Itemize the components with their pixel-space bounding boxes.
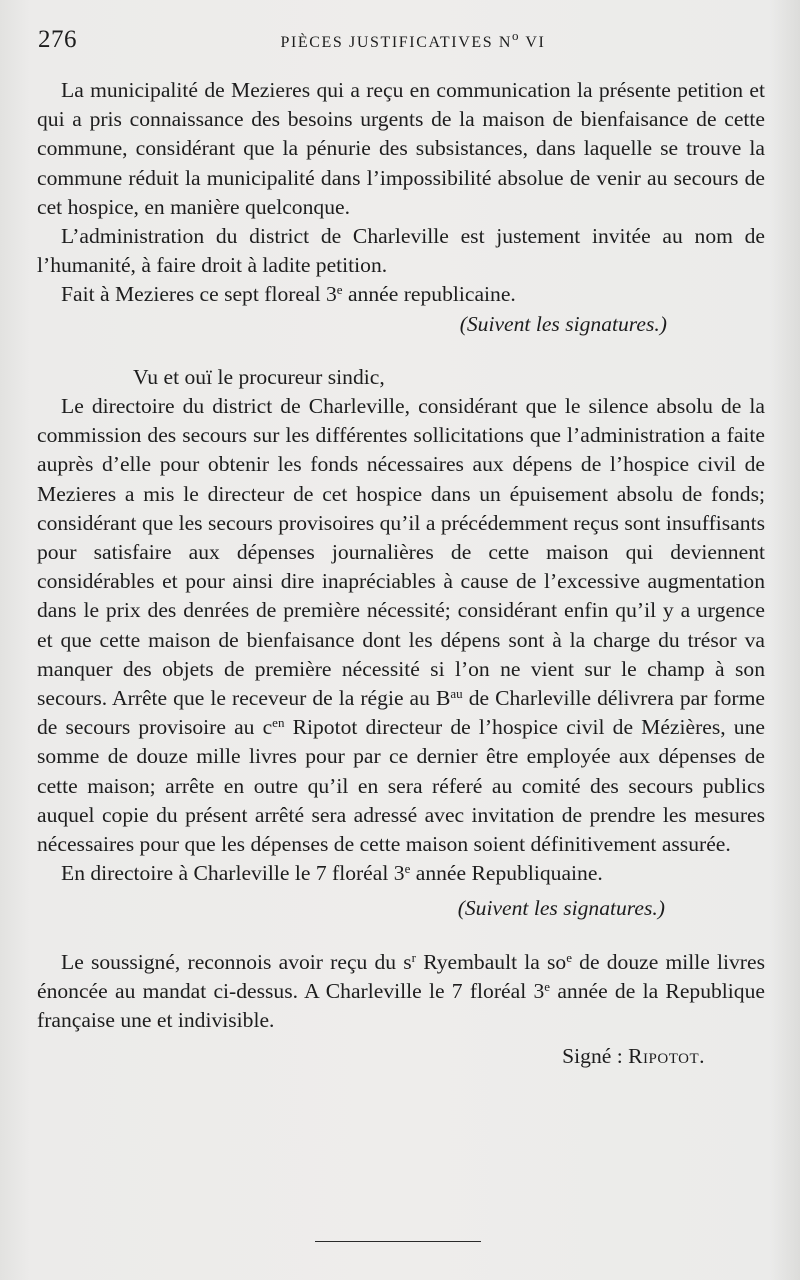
paragraph-receipt: Le soussigné, reconnois avoir reçu du $s^r$ Ryembault la $so^e$ de douze mille livres énoncée au mandat ci-dessus. A Charleville le 7 floréal 3e année de la Republique française une et indivisible. — [37, 949, 765, 1033]
paragraph-dated-mezieres: Fait à Mezieres ce sept floreal 3e année republicaine. — [61, 282, 516, 307]
paragraph-municipality: La municipalité de Mezieres qui a reçu en communication la présente petition et qui a pris connaissance des besoins urgents de la maison de bienfaisance de cette commune, considérant que la pénurie des subsistances, dans laquelle se trouve la commune réduit la municipalité dans l’impossibilité absolue de venir au secours de cet hospice, en manière quelconque. — [37, 78, 765, 219]
paragraph-administration: L’administration du district de Charleville est justement invitée au nom de l’humanité, à faire droit à ladite petition. — [37, 224, 765, 278]
signer-name: Ripotot. — [628, 1044, 705, 1069]
signatures-note-1: (Suivent les signatures.) — [459, 311, 667, 336]
body-text — [37, 76, 765, 1072]
page-number: 276 — [38, 26, 77, 53]
end-rule — [315, 1241, 481, 1242]
paragraph-dated-charleville: En directoire à Charleville le 7 floréal 3e année Republiquaine. — [61, 861, 603, 886]
signatures-note-2: (Suivent les signatures.) — [457, 896, 665, 921]
paragraph-procureur: Vu et ouï le procureur sindic, — [133, 364, 385, 389]
paragraph-directoire: Le directoire du district de Charleville, considérant que le silence absolu de la commission des secours sur les différentes sollicitations que l’administration a faite auprès d’elle pour obtenir les fonds nécessaires aux dépens de l’hospice civil de Mezieres a mis le directeur de cet hospice dans un épuisement absolu de fonds; considérant que les secours provisoires qu’il a précédemment reçus sont insuffisants pour satisfaire aux dépenses journalières de cette maison qui deviennent considérables et pour ainsi dire inapréciables à cause de l’excessive augmentation dans le prix des denrées de première nécessité; considérant enfin qu’il y a urgence et que cette maison de bienfaisance dont les dépens sont à la charge du trésor va manquer des objets de première nécessité si l’on ne vient sur le champ à son secours. Arrête que le receveur de la régie au $B^{au}$ de Charleville délivrera par forme de secours provisoire au $c^{en}$ Ripotot directeur de l’hospice civil de Mézières, une somme de douze mille livres pour par ce dernier être employée aux dépenses de cette maison; arrête en outre qu’il en sera réferé au comité des secours publics auquel copie du présent arrêté sera adressé avec invitation de prendre les mesures nécessaires pour que les dépenses de cette maison soient définitivement assurée. — [37, 394, 765, 857]
page-header — [38, 26, 768, 60]
signature-line: Signé : Ripotot. — [562, 1044, 705, 1069]
running-title: PIÈCES JUSTIFICATIVES $N^o$ VI — [280, 28, 546, 51]
